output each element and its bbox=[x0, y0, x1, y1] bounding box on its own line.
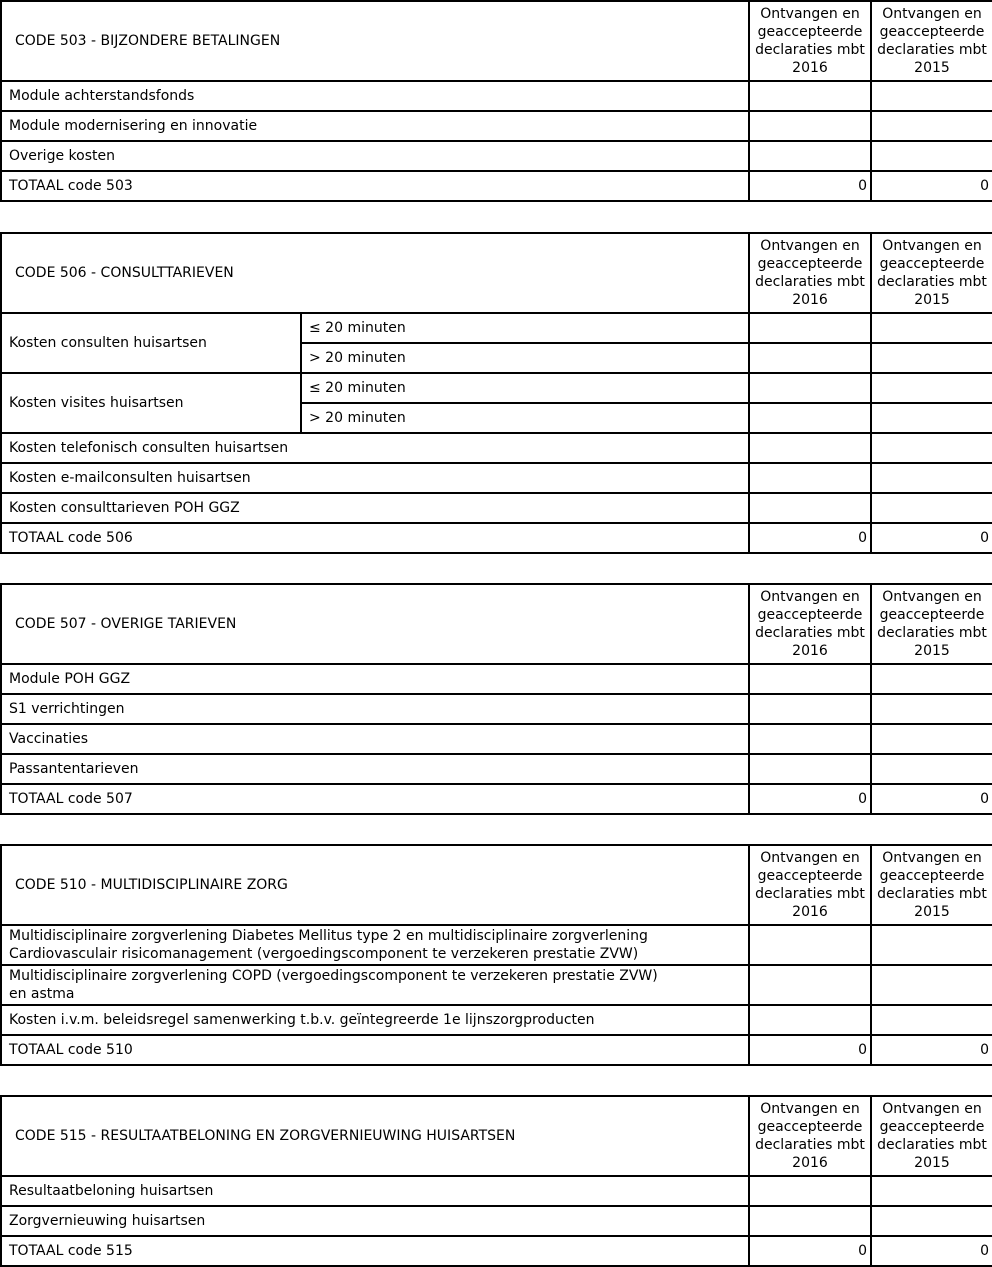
sub-label: > 20 minuten bbox=[301, 403, 749, 433]
value-cell-2015[interactable] bbox=[871, 724, 992, 754]
value-cell-2016[interactable] bbox=[749, 724, 871, 754]
table-row bbox=[1, 493, 992, 523]
sub-label: > 20 minuten bbox=[301, 343, 749, 373]
value-cell-2016[interactable] bbox=[749, 463, 871, 493]
table-506 bbox=[0, 232, 992, 554]
section-title: CODE 510 - MULTIDISCIPLINAIRE ZORG bbox=[1, 845, 749, 925]
group-label: Kosten consulten huisartsen bbox=[1, 313, 301, 373]
table-row bbox=[1, 141, 992, 171]
value-cell-2015[interactable] bbox=[871, 694, 992, 724]
section-503 bbox=[0, 0, 992, 202]
row-label: Multidisciplinaire zorgverlening COPD (vergoedingscomponent te verzekeren prestatie ZVW) en astma bbox=[1, 965, 749, 1005]
table-row bbox=[1, 1005, 992, 1035]
group-label: Kosten visites huisartsen bbox=[1, 373, 301, 433]
value-cell-2016[interactable] bbox=[749, 664, 871, 694]
row-label: Module POH GGZ bbox=[1, 664, 749, 694]
value-cell-2016[interactable] bbox=[749, 403, 871, 433]
section-510 bbox=[0, 844, 992, 1066]
table-row bbox=[1, 694, 992, 724]
total-row bbox=[1, 1035, 992, 1065]
total-label: TOTAAL code 506 bbox=[1, 523, 749, 553]
table-row bbox=[1, 754, 992, 784]
value-cell-2015[interactable] bbox=[871, 433, 992, 463]
value-cell-2015[interactable] bbox=[871, 664, 992, 694]
value-cell-2016[interactable] bbox=[749, 343, 871, 373]
value-cell-2015[interactable] bbox=[871, 343, 992, 373]
total-2015: 0 bbox=[871, 784, 992, 814]
table-510 bbox=[0, 844, 992, 1066]
row-label: Kosten e-mailconsulten huisartsen bbox=[1, 463, 749, 493]
row-label: Kosten consulttarieven POH GGZ bbox=[1, 493, 749, 523]
table-503 bbox=[0, 0, 992, 202]
value-cell-2016[interactable] bbox=[749, 141, 871, 171]
section-506 bbox=[0, 232, 992, 554]
row-label: Resultaatbeloning huisartsen bbox=[1, 1176, 749, 1206]
section-title: CODE 515 - RESULTAATBELONING EN ZORGVERNIEUWING HUISARTSEN bbox=[1, 1096, 749, 1176]
section-title: CODE 506 - CONSULTTARIEVEN bbox=[1, 233, 749, 313]
section-515 bbox=[0, 1095, 992, 1267]
total-2016: 0 bbox=[749, 523, 871, 553]
value-cell-2016[interactable] bbox=[749, 493, 871, 523]
table-507 bbox=[0, 583, 992, 815]
total-2015: 0 bbox=[871, 171, 992, 201]
column-header-2015: Ontvangen en geaccepteerde declaraties mbt 2015 bbox=[871, 584, 992, 664]
table-row bbox=[1, 463, 992, 493]
row-label: S1 verrichtingen bbox=[1, 694, 749, 724]
total-row bbox=[1, 523, 992, 553]
value-cell-2015[interactable] bbox=[871, 373, 992, 403]
row-label: Kosten telefonisch consulten huisartsen bbox=[1, 433, 749, 463]
row-label: Overige kosten bbox=[1, 141, 749, 171]
value-cell-2015[interactable] bbox=[871, 141, 992, 171]
table-row bbox=[1, 1176, 992, 1206]
row-label: Vaccinaties bbox=[1, 724, 749, 754]
table-row bbox=[1, 925, 992, 965]
column-header-2015: Ontvangen en geaccepteerde declaraties mbt 2015 bbox=[871, 1096, 992, 1176]
total-row bbox=[1, 784, 992, 814]
value-cell-2016[interactable] bbox=[749, 373, 871, 403]
total-2015: 0 bbox=[871, 523, 992, 553]
total-2016: 0 bbox=[749, 1035, 871, 1065]
table-row bbox=[1, 111, 992, 141]
column-header-2016: Ontvangen en geaccepteerde declaraties mbt 2016 bbox=[749, 1, 871, 81]
total-label: TOTAAL code 503 bbox=[1, 171, 749, 201]
total-2016: 0 bbox=[749, 1236, 871, 1266]
section-507 bbox=[0, 583, 992, 815]
value-cell-2016[interactable] bbox=[749, 754, 871, 784]
row-label: Module achterstandsfonds bbox=[1, 81, 749, 111]
total-row bbox=[1, 171, 992, 201]
row-label: Multidisciplinaire zorgverlening Diabetes Mellitus type 2 en multidisciplinaire zorgverlening Cardiovasculair risicomanagement (vergoedingscomponent te verzekeren prestatie ZVW) bbox=[1, 925, 749, 965]
value-cell-2015[interactable] bbox=[871, 965, 992, 1005]
table-row bbox=[1, 433, 992, 463]
sub-label: ≤ 20 minuten bbox=[301, 313, 749, 343]
section-title: CODE 503 - BIJZONDERE BETALINGEN bbox=[1, 1, 749, 81]
column-header-2015: Ontvangen en geaccepteerde declaraties mbt 2015 bbox=[871, 845, 992, 925]
total-2016: 0 bbox=[749, 784, 871, 814]
column-header-2016: Ontvangen en geaccepteerde declaraties mbt 2016 bbox=[749, 845, 871, 925]
value-cell-2016[interactable] bbox=[749, 965, 871, 1005]
total-2015: 0 bbox=[871, 1035, 992, 1065]
value-cell-2015[interactable] bbox=[871, 111, 992, 141]
column-header-2015: Ontvangen en geaccepteerde declaraties mbt 2015 bbox=[871, 233, 992, 313]
value-cell-2016[interactable] bbox=[749, 1206, 871, 1236]
total-label: TOTAAL code 507 bbox=[1, 784, 749, 814]
table-row bbox=[1, 1206, 992, 1236]
row-label: Module modernisering en innovatie bbox=[1, 111, 749, 141]
value-cell-2016[interactable] bbox=[749, 313, 871, 343]
value-cell-2016[interactable] bbox=[749, 925, 871, 965]
value-cell-2016[interactable] bbox=[749, 1005, 871, 1035]
value-cell-2016[interactable] bbox=[749, 433, 871, 463]
column-header-2016: Ontvangen en geaccepteerde declaraties mbt 2016 bbox=[749, 233, 871, 313]
table-row bbox=[1, 313, 992, 343]
column-header-2016: Ontvangen en geaccepteerde declaraties mbt 2016 bbox=[749, 584, 871, 664]
value-cell-2015[interactable] bbox=[871, 403, 992, 433]
section-title: CODE 507 - OVERIGE TARIEVEN bbox=[1, 584, 749, 664]
value-cell-2016[interactable] bbox=[749, 111, 871, 141]
total-row bbox=[1, 1236, 992, 1266]
table-515 bbox=[0, 1095, 992, 1267]
value-cell-2015[interactable] bbox=[871, 925, 992, 965]
value-cell-2016[interactable] bbox=[749, 694, 871, 724]
total-2015: 0 bbox=[871, 1236, 992, 1266]
total-label: TOTAAL code 510 bbox=[1, 1035, 749, 1065]
table-row bbox=[1, 664, 992, 694]
value-cell-2015[interactable] bbox=[871, 754, 992, 784]
table-row bbox=[1, 81, 992, 111]
table-row bbox=[1, 373, 992, 403]
column-header-2016: Ontvangen en geaccepteerde declaraties mbt 2016 bbox=[749, 1096, 871, 1176]
row-label: Passantentarieven bbox=[1, 754, 749, 784]
table-row bbox=[1, 965, 992, 1005]
value-cell-2015[interactable] bbox=[871, 463, 992, 493]
table-row bbox=[1, 724, 992, 754]
value-cell-2016[interactable] bbox=[749, 1176, 871, 1206]
row-label: Zorgvernieuwing huisartsen bbox=[1, 1206, 749, 1236]
value-cell-2015[interactable] bbox=[871, 1176, 992, 1206]
row-label: Kosten i.v.m. beleidsregel samenwerking t.b.v. geïntegreerde 1e lijnszorgproducten bbox=[1, 1005, 749, 1035]
value-cell-2015[interactable] bbox=[871, 493, 992, 523]
column-header-2015: Ontvangen en geaccepteerde declaraties mbt 2015 bbox=[871, 1, 992, 81]
total-2016: 0 bbox=[749, 171, 871, 201]
value-cell-2016[interactable] bbox=[749, 81, 871, 111]
sub-label: ≤ 20 minuten bbox=[301, 373, 749, 403]
total-label: TOTAAL code 515 bbox=[1, 1236, 749, 1266]
value-cell-2015[interactable] bbox=[871, 313, 992, 343]
value-cell-2015[interactable] bbox=[871, 1206, 992, 1236]
value-cell-2015[interactable] bbox=[871, 81, 992, 111]
value-cell-2015[interactable] bbox=[871, 1005, 992, 1035]
